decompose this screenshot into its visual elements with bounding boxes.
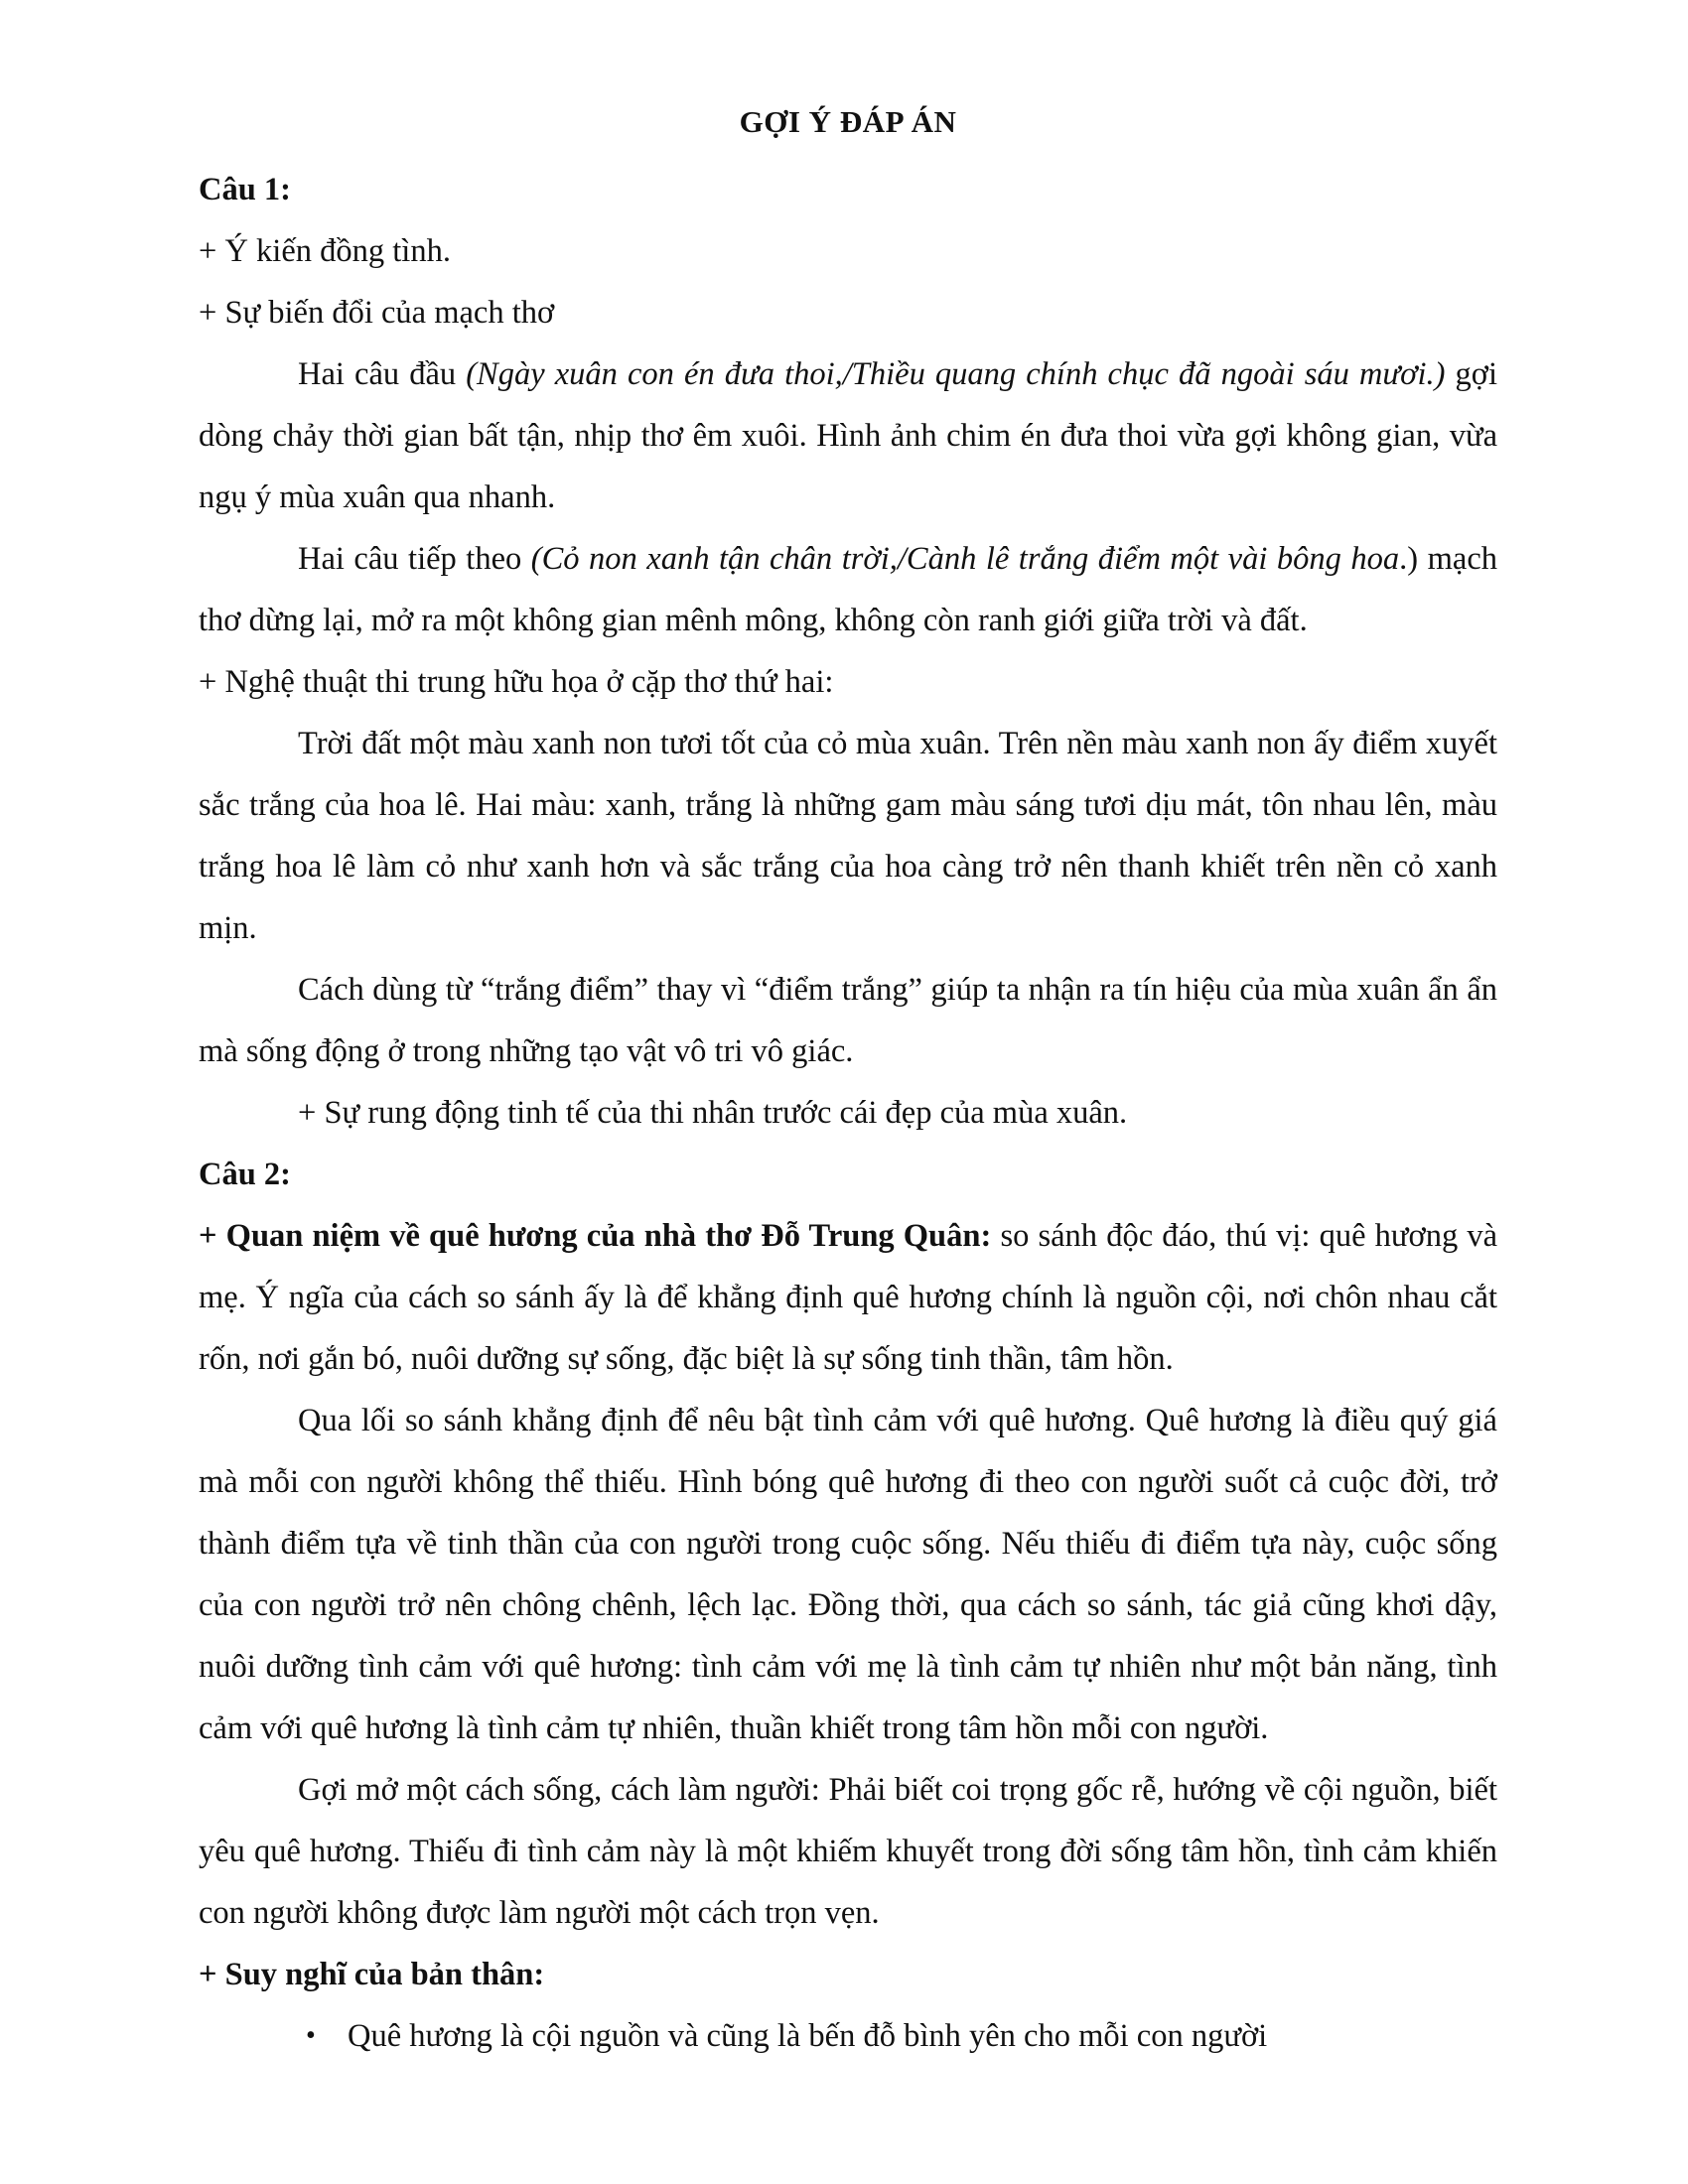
q2-bullet-list	[199, 2005, 1497, 2067]
q1-p2-quote: (Cỏ non xanh tận chân trời,/Cành lê trắng điểm một vài bông hoa	[530, 541, 1400, 577]
q1-p1-body: gợi dòng chảy thời gian bất tận, nhịp thơ êm xuôi. Hình ảnh chim én đưa thoi vừa gợi không gian, vừa ngụ ý mùa xuân qua nhanh.	[199, 356, 1498, 515]
q2-concept-label: + Quan niệm về quê hương của nhà thơ Đỗ Trung Quân:	[199, 1218, 992, 1254]
list-item	[199, 2005, 1497, 2067]
q1-paragraph-next-lines	[199, 528, 1497, 651]
q1-point-art: + Nghệ thuật thi trung hữu họa ở cặp thơ thứ hai:	[199, 664, 834, 700]
question-2-heading: Câu 2:	[199, 1157, 291, 1192]
q2-concept-body: so sánh độc đáo, thú vị: quê hương và mẹ. Ý ngĩa của cách so sánh ấy là để khẳng định quê hương chính là nguồn cội, nơi chôn nhau cắt rốn, nơi gắn bó, nuôi dưỡng sự sống, đặc biệt là sự sống tinh thần, tâm hồn.	[199, 1218, 1498, 1377]
q1-point-agree: + Ý kiến đồng tình.	[199, 233, 451, 269]
q2-own-thoughts-heading: + Suy nghĩ của bản thân:	[199, 1957, 545, 1992]
q1-p2-lead: Hai câu tiếp theo	[298, 541, 531, 577]
bullet-dot-icon: •	[306, 2020, 316, 2051]
q1-paragraph-first-lines	[199, 343, 1497, 528]
bullet-text: Quê hương là cội nguồn và cũng là bến đỗ bình yên cho mỗi con người	[348, 2018, 1268, 2054]
q1-point-emotion: + Sự rung động tinh tế của thi nhân trước cái đẹp của mùa xuân.	[298, 1095, 1128, 1131]
q1-p1-lead: Hai câu đầu	[298, 356, 467, 392]
q1-paragraph-word-use: Cách dùng từ “trắng điểm” thay vì “điểm trắng” giúp ta nhận ra tín hiệu của mùa xuân ẩn ẩn mà sống động ở trong những tạo vật vô tri vô giác.	[199, 972, 1497, 1069]
page-title: GỢI Ý ĐÁP ÁN	[739, 104, 957, 139]
q1-paragraph-colors: Trời đất một màu xanh non tươi tốt của cỏ mùa xuân. Trên nền màu xanh non ấy điểm xuyết sắc trắng của hoa lê. Hai màu: xanh, trắng là những gam màu sáng tươi dịu mát, tôn nhau lên, màu trắng hoa lê làm cỏ như xanh hơn và sắc trắng của hoa càng trở nên thanh khiết trên nền cỏ xanh mịn.	[199, 726, 1497, 946]
document-page	[199, 99, 1497, 2067]
q2-paragraph-way-of-living: Gợi mở một cách sống, cách làm người: Phải biết coi trọng gốc rễ, hướng về cội nguồn, biết yêu quê hương. Thiếu đi tình cảm này là một khiếm khuyết trong đời sống tâm hồn, tình cảm khiến con người không được làm người một cách trọn vẹn.	[199, 1772, 1497, 1931]
q2-paragraph-comparison: Qua lối so sánh khẳng định để nêu bật tình cảm với quê hương. Quê hương là điều quý giá mà mỗi con người không thể thiếu. Hình bóng quê hương đi theo con người suốt cả cuộc đời, trở thành điểm tựa về tinh thần của con người trong cuộc sống. Nếu thiếu đi điểm tựa này, cuộc sống của con người trở nên chông chênh, lệch lạc. Đồng thời, qua cách so sánh, tác giả cũng khơi dậy, nuôi dưỡng tình cảm với quê hương: tình cảm với mẹ là tình cảm tự nhiên như một bản năng, tình cảm với quê hương là tình cảm tự nhiên, thuần khiết trong tâm hồn mỗi con người.	[199, 1403, 1497, 1746]
q2-paragraph-concept	[199, 1205, 1497, 1390]
q1-point-change: + Sự biến đổi của mạch thơ	[199, 295, 555, 331]
question-1-heading: Câu 1:	[199, 172, 291, 207]
q1-p1-quote: (Ngày xuân con én đưa thoi,/Thiều quang chính chục đã ngoài sáu mươi.)	[466, 356, 1446, 392]
q1-p2-body: .) mạch thơ dừng lại, mở ra một không gian mênh mông, không còn ranh giới giữa trời và đất.	[199, 541, 1498, 638]
